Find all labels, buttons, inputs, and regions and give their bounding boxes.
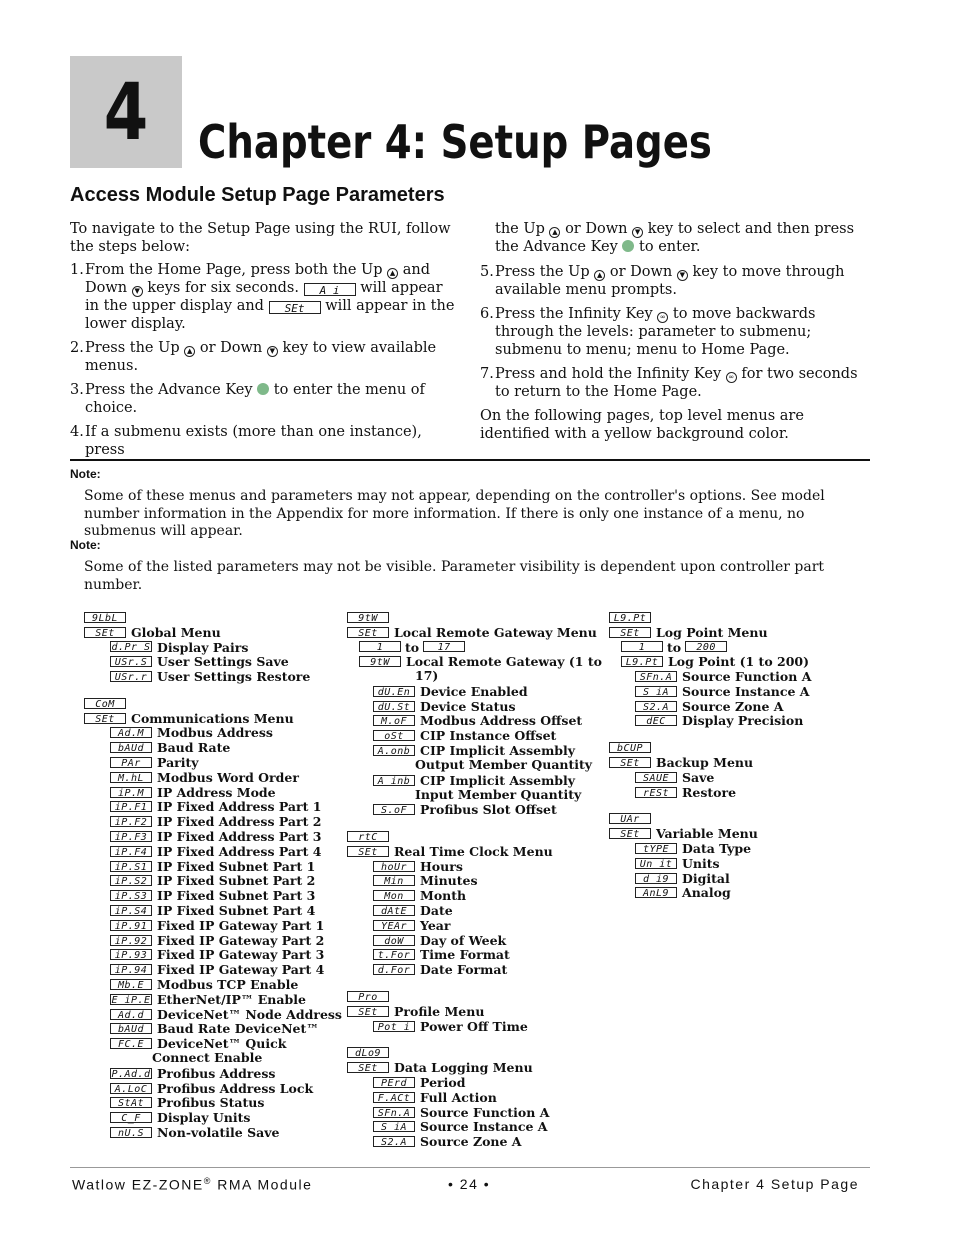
display-code: USr.S	[110, 656, 152, 667]
parameter-label: Log Point Menu	[656, 624, 768, 640]
parameter-label: Source Instance A	[420, 1119, 548, 1135]
display-code: rtC	[347, 831, 389, 842]
menu-title-row	[609, 625, 811, 640]
display-code: 9tW	[359, 656, 401, 667]
parameter-label: User Settings Restore	[157, 669, 311, 685]
display-code: iP.92	[110, 935, 152, 946]
log-point-menu	[609, 610, 811, 728]
global-menu	[84, 610, 342, 684]
parameter-row	[373, 962, 602, 977]
parameter-row	[110, 992, 342, 1007]
display-code: SFn.A	[373, 1107, 415, 1118]
page-number: • 24 •	[448, 1176, 491, 1192]
display-code: rESt	[635, 787, 677, 798]
parameter-label: Hours	[420, 858, 463, 874]
menu-code-row	[84, 610, 342, 625]
instructions-left	[70, 220, 455, 465]
instructions-right	[480, 220, 872, 448]
menu-column-1	[84, 610, 342, 1152]
step-5: 5. Press the Up ▲ or Down ▼ key to move through available menu prompts.	[480, 264, 845, 298]
range-to: 17	[423, 641, 465, 652]
parameter-label: Modbus Address	[157, 725, 273, 741]
display-code: iP.F1	[110, 801, 152, 812]
display-code: L9.Pt	[609, 612, 651, 623]
display-code: oSt	[373, 730, 415, 741]
parameter-row	[373, 714, 602, 729]
display-code: PErd	[373, 1077, 415, 1088]
menu-title-row	[609, 826, 811, 841]
display-code: M.oF	[373, 715, 415, 726]
parameter-row	[373, 948, 602, 963]
display-code: S iA	[635, 686, 677, 697]
footer-right: Chapter 4 Setup Page	[690, 1176, 859, 1192]
menu-title-row	[347, 844, 602, 859]
parameter-label: Restore	[682, 784, 737, 800]
parameter-label: Date Format	[420, 962, 508, 978]
range-to-word: to	[405, 639, 420, 655]
display-code: Ad.d	[110, 1009, 152, 1020]
display-code: Pro	[347, 991, 389, 1002]
parameter-row	[635, 699, 811, 714]
display-code: Mon	[373, 890, 415, 901]
display-code: CoM	[84, 698, 126, 709]
parameter-label: Global Menu	[131, 624, 221, 640]
parameter-label: Real Time Clock Menu	[394, 843, 553, 859]
display-code: SEt	[347, 627, 389, 638]
menu-title-row	[347, 625, 602, 640]
display-code: C_F	[110, 1112, 152, 1123]
menu-code-row	[347, 610, 602, 625]
display-code: iP.F3	[110, 831, 152, 842]
parameter-label: EtherNet/IP™ Enable	[157, 991, 306, 1007]
parameter-row	[110, 1096, 342, 1111]
display-code: iP.S1	[110, 861, 152, 872]
parameter-label: Modbus Word Order	[157, 769, 299, 785]
gateway-menu	[347, 610, 602, 817]
chapter-number: 4	[103, 68, 149, 158]
parameter-row	[635, 684, 811, 699]
parameter-row	[373, 1090, 602, 1105]
parameter-label: User Settings Save	[157, 654, 289, 670]
display-code: dU.En	[373, 686, 415, 697]
parameter-row	[110, 1036, 342, 1051]
parameter-row	[110, 654, 342, 669]
parameter-label: Modbus TCP Enable	[157, 977, 299, 993]
parameter-label-continued: Output Member Quantity	[415, 756, 593, 772]
menu-code-row	[84, 696, 342, 711]
display-code-set: SEt	[269, 301, 321, 314]
display-code: d.For	[373, 964, 415, 975]
display-code: dEC	[635, 715, 677, 726]
parameter-row	[110, 1110, 342, 1125]
display-code: SEt	[84, 713, 126, 724]
parameter-row	[373, 773, 602, 788]
parameter-label: Display Precision	[682, 713, 804, 729]
display-code: iP.94	[110, 964, 152, 975]
display-code: Un it	[635, 858, 677, 869]
display-code: SFn.A	[635, 671, 677, 682]
menu-code-row	[347, 1046, 602, 1061]
parameter-row	[110, 785, 342, 800]
display-code-ai: A i	[304, 283, 356, 296]
note-text-1: Some of these menus and parameters may not appear, depending on the controller's options. See model number information in the Appendix for more information. If there is only one instance of a menu, no submenus will appear.	[84, 488, 825, 539]
parameter-row	[373, 1105, 602, 1120]
menu-title-row	[84, 625, 342, 640]
intro-lead: To navigate to the Setup Page using the RUI, follow the steps below:	[70, 221, 451, 255]
parameter-label: Analog	[682, 885, 731, 901]
advance-key-icon	[622, 240, 634, 252]
parameter-label: IP Fixed Address Part 1	[157, 799, 322, 815]
range-from: 1	[621, 641, 663, 652]
parameter-row	[373, 684, 602, 699]
display-code: SAUE	[635, 772, 677, 783]
display-code: L9.Pt	[621, 656, 663, 667]
parameter-label: DeviceNet™ Quick	[157, 1036, 287, 1052]
display-code: S2.A	[635, 701, 677, 712]
parameter-row	[110, 844, 342, 859]
parameter-label: Source Instance A	[682, 683, 810, 699]
display-code: USr.r	[110, 671, 152, 682]
display-code: doW	[373, 935, 415, 946]
parameter-row	[635, 714, 811, 729]
parameter-label-continued: Input Member Quantity	[415, 786, 582, 802]
step-2: 2. Press the Up ▲ or Down ▼ key to view available menus.	[70, 340, 437, 374]
menu-code-row	[347, 829, 602, 844]
display-code: SEt	[609, 828, 651, 839]
parameter-row	[110, 874, 342, 889]
parameter-label: IP Fixed Subnet Part 1	[157, 858, 316, 874]
parameter-label: Data Logging Menu	[394, 1060, 533, 1076]
display-code: PAr	[110, 757, 152, 768]
display-code: dLo9	[347, 1047, 389, 1058]
menu-code-row	[609, 610, 811, 625]
parameter-row	[373, 1120, 602, 1135]
parameter-label: Fixed IP Gateway Part 2	[157, 932, 325, 948]
parameter-row	[373, 1134, 602, 1149]
range-to: 200	[685, 641, 727, 652]
parameter-label: Time Format	[420, 947, 510, 963]
parameter-label: IP Fixed Subnet Part 3	[157, 888, 316, 904]
display-code: iP.S2	[110, 875, 152, 886]
parameter-label: Source Zone A	[682, 698, 784, 714]
note-label-2: Note:	[70, 538, 101, 552]
parameter-label: Non-volatile Save	[157, 1125, 280, 1140]
parameter-label: IP Fixed Address Part 2	[157, 814, 322, 830]
parameter-row	[110, 800, 342, 815]
parameter-row	[110, 640, 342, 655]
step-7: 7. Press and hold the Infinity Key ∞ for two seconds to return to the Home Page.	[480, 366, 858, 400]
display-code: iP.M	[110, 787, 152, 798]
parameter-label: Source Zone A	[420, 1134, 522, 1150]
parameter-row	[110, 962, 342, 977]
parameter-row	[373, 1019, 602, 1034]
display-code: YEAr	[373, 920, 415, 931]
parameter-label: DeviceNet™ Node Address	[157, 1006, 342, 1022]
parameter-label: Device Enabled	[420, 683, 528, 699]
page-title: Chapter 4: Setup Pages	[198, 115, 712, 169]
parameter-label: Profibus Status	[157, 1095, 265, 1111]
step-4: 4. If a submenu exists (more than one instance), press	[70, 424, 422, 458]
parameter-label: Profibus Address	[157, 1065, 276, 1081]
rtc-menu	[347, 829, 602, 977]
infinity-key-icon: ∞	[657, 312, 668, 323]
step-3: 3. Press the Advance Key to enter the menu of choice.	[70, 382, 425, 416]
footer-divider	[70, 1167, 870, 1168]
section-divider	[70, 459, 870, 461]
parameter-row	[110, 755, 342, 770]
display-code: A.onb	[373, 745, 415, 756]
parameter-row	[635, 841, 811, 856]
parameter-label: Profibus Address Lock	[157, 1080, 314, 1096]
parameter-label: Profibus Slot Offset	[420, 802, 557, 818]
parameter-label: Backup Menu	[656, 755, 754, 771]
parameter-row	[373, 743, 602, 758]
display-code: E iP.E	[111, 994, 151, 1006]
menu-title-row	[347, 1060, 602, 1075]
display-code: AnL9	[635, 887, 677, 898]
parameter-row	[110, 1007, 342, 1022]
parameter-label: CIP Instance Offset	[420, 728, 557, 744]
step-6: 6. Press the Infinity Key ∞ to move backwards through the levels: parameter to submenu; submenu to menu; menu to Home Page.	[480, 306, 816, 358]
parameter-row	[110, 1022, 342, 1037]
menu-column-3	[609, 610, 811, 912]
parameter-row	[373, 888, 602, 903]
parameter-label: Parity	[157, 755, 199, 771]
range-from: 1	[359, 641, 401, 652]
parameter-label: Modbus Address Offset	[420, 713, 583, 729]
menu-title-row	[84, 711, 342, 726]
up-key-icon: ▲	[549, 227, 560, 238]
down-key-icon: ▼	[677, 270, 688, 281]
step-1: 1. From the Home Page, press both the Up ▲ and Down ▼ keys for six seconds. A i will appear in the upper display and SEt will appear in the lower display.	[70, 262, 455, 332]
parameter-label: Display Units	[157, 1110, 251, 1126]
parameter-row	[635, 886, 811, 901]
display-code: SEt	[347, 1006, 389, 1017]
instance-range	[621, 640, 811, 655]
display-code: dU.St	[373, 701, 415, 712]
parameter-row	[110, 918, 342, 933]
display-code: iP.S4	[110, 905, 152, 916]
parameter-row	[373, 874, 602, 889]
display-code: bCUP	[609, 742, 651, 753]
instance-range	[359, 640, 602, 655]
parameter-label-continued: Connect Enable	[152, 1050, 263, 1066]
display-code: S2.A	[373, 1136, 415, 1147]
parameter-row	[110, 933, 342, 948]
display-code: Pot i	[373, 1021, 415, 1032]
parameter-row	[110, 726, 342, 741]
submenu-row	[621, 654, 811, 669]
parameter-label: CIP Implicit Assembly	[420, 743, 576, 759]
parameter-label: Units	[682, 855, 720, 871]
parameter-label: Year	[420, 917, 451, 933]
display-code: bAUd	[110, 742, 152, 753]
step-4-continued: the Up ▲ or Down ▼ key to select and then press the Advance Key to enter.	[495, 221, 855, 255]
up-key-icon: ▲	[387, 268, 398, 279]
parameter-row	[110, 859, 342, 874]
parameter-row	[110, 903, 342, 918]
parameter-label: Data Type	[682, 841, 752, 857]
parameter-label: Month	[420, 888, 467, 904]
parameter-label: Source Function A	[420, 1104, 550, 1120]
parameter-row	[110, 829, 342, 844]
display-code: S.oF	[373, 804, 415, 815]
parameter-label: IP Fixed Address Part 3	[157, 829, 322, 845]
submenu-title-continued: 17)	[415, 668, 439, 684]
parameter-row	[373, 728, 602, 743]
display-code: dAtE	[373, 905, 415, 916]
profile-menu	[347, 989, 602, 1033]
display-code: d.Pr S	[111, 642, 151, 654]
parameter-row	[635, 856, 811, 871]
display-code: hoUr	[373, 861, 415, 872]
parameter-row	[110, 1125, 342, 1140]
display-code: StAt	[110, 1097, 152, 1108]
note-text-2: Some of the listed parameters may not be visible. Parameter visibility is dependent upon controller part number.	[84, 559, 825, 593]
variable-menu	[609, 812, 811, 901]
parameter-row	[635, 770, 811, 785]
display-code: F.ACt	[373, 1092, 415, 1103]
parameter-row	[110, 770, 342, 785]
display-code: SEt	[609, 757, 651, 768]
parameter-row	[373, 903, 602, 918]
parameter-label: Day of Week	[420, 932, 507, 948]
parameter-label: Source Function A	[682, 669, 812, 685]
closing-text: On the following pages, top level menus are identified with a yellow background color.	[480, 408, 804, 442]
parameter-label: Minutes	[420, 873, 478, 889]
parameter-row	[373, 699, 602, 714]
menu-code-row	[347, 989, 602, 1004]
parameter-label: Baud Rate DeviceNet™	[157, 1021, 319, 1037]
menu-title-row	[609, 755, 811, 770]
footer-left: Watlow EZ-ZONE® RMA Module	[72, 1176, 313, 1193]
display-code: S iA	[373, 1121, 415, 1132]
parameter-label: Fixed IP Gateway Part 4	[157, 962, 325, 978]
parameter-row	[110, 740, 342, 755]
parameter-label: Log Point (1 to 200)	[668, 654, 810, 670]
display-code: iP.F2	[110, 816, 152, 827]
display-code: 9tW	[347, 612, 389, 623]
display-code: iP.F4	[110, 846, 152, 857]
up-key-icon: ▲	[594, 270, 605, 281]
parameter-label: IP Fixed Address Part 4	[157, 843, 322, 859]
parameter-label: Power Off Time	[420, 1018, 528, 1034]
parameter-row	[373, 933, 602, 948]
parameter-label: Save	[682, 769, 715, 785]
display-code: iP.S3	[110, 890, 152, 901]
display-code: 9LbL	[84, 612, 126, 623]
display-code: Ad.M	[110, 727, 152, 738]
display-code: bAUd	[110, 1023, 152, 1034]
display-code: UAr	[609, 813, 651, 824]
parameter-label: Baud Rate	[157, 740, 231, 756]
display-code: t.For	[373, 949, 415, 960]
menu-code-row	[609, 740, 811, 755]
parameter-label: IP Fixed Subnet Part 2	[157, 873, 316, 889]
display-code: nU.S	[110, 1127, 152, 1138]
parameter-row	[635, 669, 811, 684]
down-key-icon: ▼	[632, 227, 643, 238]
parameter-label: CIP Implicit Assembly	[420, 772, 576, 788]
menu-code-row	[609, 812, 811, 827]
parameter-label: Local Remote Gateway Menu	[394, 624, 597, 640]
backup-menu	[609, 740, 811, 799]
infinity-key-icon: ∞	[726, 372, 737, 383]
parameter-row	[110, 888, 342, 903]
display-code: iP.93	[110, 949, 152, 960]
display-code: SEt	[84, 627, 126, 638]
parameter-row	[373, 918, 602, 933]
parameter-label: Profile Menu	[394, 1003, 485, 1019]
display-code: P.Ad.d	[111, 1068, 151, 1080]
parameter-row	[635, 785, 811, 800]
submenu-row	[359, 654, 602, 669]
parameter-row	[373, 859, 602, 874]
range-to-word: to	[667, 639, 682, 655]
parameter-label: Device Status	[420, 698, 516, 714]
advance-key-icon	[257, 383, 269, 395]
parameter-label: Local Remote Gateway (1 to	[406, 654, 602, 670]
parameter-label: Date	[420, 903, 453, 919]
parameter-label: Digital	[682, 870, 730, 886]
display-code: iP.91	[110, 920, 152, 931]
parameter-label: Display Pairs	[157, 639, 249, 655]
parameter-label: Variable Menu	[656, 826, 758, 842]
display-code: A inb	[373, 775, 415, 786]
parameter-label: Fixed IP Gateway Part 1	[157, 917, 325, 933]
parameter-row	[110, 1066, 342, 1081]
display-code: Min	[373, 875, 415, 886]
display-code: tYPE	[635, 843, 677, 854]
communications-menu	[84, 696, 342, 1140]
parameter-row	[635, 871, 811, 886]
down-key-icon: ▼	[132, 286, 143, 297]
display-code: FC.E	[110, 1038, 152, 1049]
menu-title-row	[347, 1004, 602, 1019]
section-title: Access Module Setup Page Parameters	[70, 184, 445, 206]
parameter-row	[110, 1081, 342, 1096]
display-code: M.hL	[110, 772, 152, 783]
display-code: SEt	[609, 627, 651, 638]
parameter-label: Communications Menu	[131, 710, 294, 726]
parameter-label: Period	[420, 1075, 466, 1091]
display-code: Mb.E	[110, 979, 152, 990]
parameter-row	[110, 948, 342, 963]
down-key-icon: ▼	[267, 346, 278, 357]
parameter-label: IP Fixed Subnet Part 4	[157, 903, 316, 919]
parameter-label: IP Address Mode	[157, 784, 276, 800]
up-key-icon: ▲	[184, 346, 195, 357]
parameter-row	[110, 669, 342, 684]
note-label-1: Note:	[70, 467, 101, 481]
display-code: A.LoC	[110, 1083, 152, 1094]
parameter-row	[110, 814, 342, 829]
parameter-row	[373, 1075, 602, 1090]
display-code: d i9	[635, 873, 677, 884]
parameter-label: Full Action	[420, 1089, 497, 1105]
parameter-row	[110, 977, 342, 992]
display-code: SEt	[347, 1062, 389, 1073]
display-code: SEt	[347, 846, 389, 857]
data-logging-menu	[347, 1046, 602, 1150]
menu-column-2	[347, 610, 602, 1161]
parameter-label: Fixed IP Gateway Part 3	[157, 947, 325, 963]
parameter-row	[373, 802, 602, 817]
